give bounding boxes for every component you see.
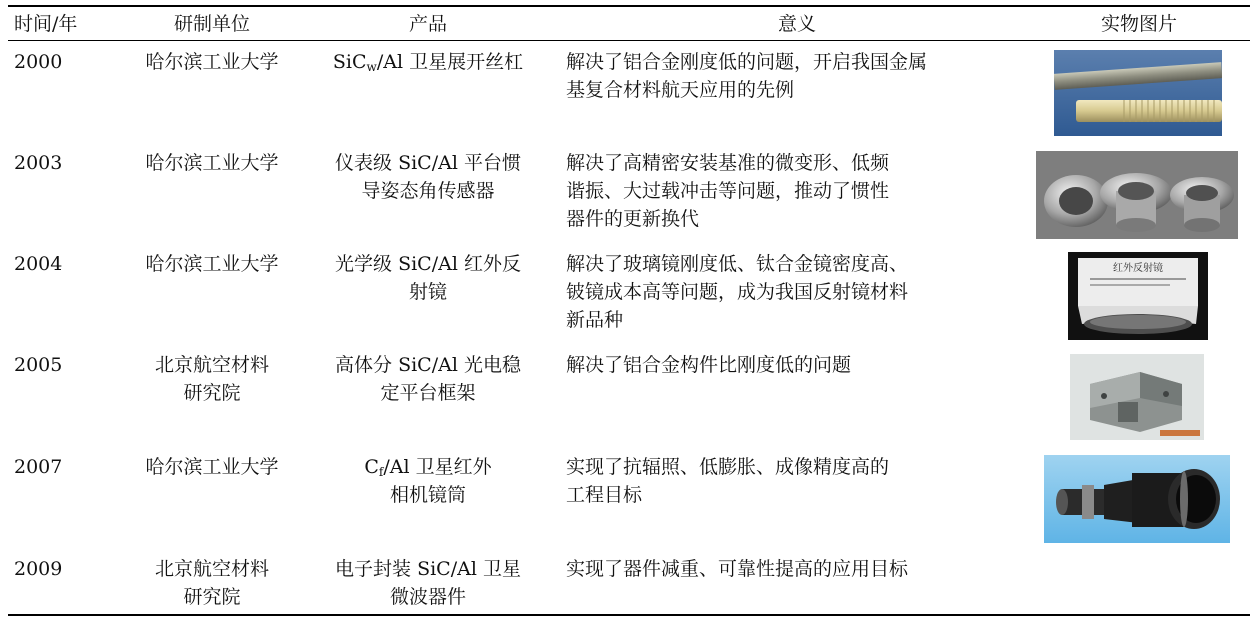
row-product-line: 射镜: [408, 281, 447, 303]
table-top-rule: [8, 5, 1250, 7]
row-unit: [128, 351, 296, 407]
header-photo: 实物图片: [1100, 13, 1177, 35]
camera-barrel-photo: [1044, 455, 1230, 543]
significance-line: 解决了铝合金刚度低的问题，开启我国金属: [566, 51, 928, 73]
platform-frame-photo: [1070, 354, 1204, 440]
significance-line: 铍镜成本高等问题，成为我国反射镜材料: [566, 281, 909, 303]
row-year: 2004: [14, 253, 63, 275]
row-unit-line: 哈尔滨工业大学: [145, 51, 279, 73]
satellite-lead-screw-photo: [1054, 50, 1222, 136]
row-product: [306, 250, 550, 306]
row-unit-line: 哈尔滨工业大学: [145, 253, 279, 275]
row-product: [306, 351, 550, 407]
row-significance: [566, 250, 908, 334]
row-unit: [128, 149, 296, 177]
mirror-caption: 红外反射镜: [1113, 263, 1163, 274]
row-unit-line: 研究院: [183, 382, 241, 404]
table-header-rule: [8, 40, 1250, 41]
row-year: 2009: [14, 558, 63, 580]
row-year: 2003: [14, 152, 63, 174]
row-product-line: 电子封装 SiC/Al 卫星: [335, 558, 521, 580]
row-product: [306, 149, 550, 205]
product-formula-rest: /Al 卫星红外: [383, 456, 492, 478]
row-product-line: 导姿态角传感器: [361, 180, 495, 202]
row-product-line: [306, 48, 550, 76]
row-unit: [128, 48, 296, 76]
product-formula-base: C: [364, 456, 379, 478]
row-unit: [128, 555, 296, 611]
row-product-line: [306, 453, 550, 481]
row-significance: [566, 555, 908, 583]
significance-line: 解决了玻璃镜刚度低、钛合金镜密度高、: [566, 253, 909, 275]
row-unit-line: 北京航空材料: [154, 558, 269, 580]
row-product: [306, 555, 550, 611]
header-product: 产品: [408, 13, 447, 35]
header-unit: 研制单位: [173, 13, 250, 35]
row-product: [306, 453, 550, 509]
row-unit-line: 哈尔滨工业大学: [145, 152, 279, 174]
header-significance: 意义: [777, 13, 816, 35]
sensor-housing-photo: [1036, 151, 1238, 239]
significance-line: 基复合材料航天应用的先例: [566, 79, 795, 101]
row-product-line: 相机镜筒: [389, 484, 466, 506]
row-year: 2000: [14, 51, 63, 73]
row-unit-line: 北京航空材料: [154, 354, 269, 376]
row-significance: [566, 351, 851, 379]
row-year: 2007: [14, 456, 63, 478]
product-formula-rest: /Al 卫星展开丝杠: [376, 51, 524, 73]
significance-line: 解决了高精密安装基准的微变形、低频: [566, 152, 890, 174]
row-unit-line: 哈尔滨工业大学: [145, 456, 279, 478]
row-product-line: 高体分 SiC/Al 光电稳: [335, 354, 521, 376]
significance-line: 新品种: [566, 309, 624, 331]
significance-line: 实现了器件减重、可靠性提高的应用目标: [566, 558, 909, 580]
product-formula-subscript: w: [366, 60, 377, 74]
significance-line: 实现了抗辐照、低膨胀、成像精度高的: [566, 456, 890, 478]
row-product-line: 光学级 SiC/Al 红外反: [335, 253, 521, 275]
row-unit: [128, 250, 296, 278]
row-product-line: 微波器件: [389, 586, 466, 608]
significance-line: 器件的更新换代: [566, 208, 700, 230]
row-year: 2005: [14, 354, 63, 376]
infrared-mirror-photo: [1068, 252, 1208, 340]
row-unit-line: 研究院: [183, 586, 241, 608]
significance-line: 工程目标: [566, 484, 643, 506]
row-unit: [128, 453, 296, 481]
row-product-line: 仪表级 SiC/Al 平台惯: [335, 152, 521, 174]
product-formula-subscript: f: [378, 465, 384, 479]
significance-line: 谐振、大过载冲击等问题，推动了惯性: [566, 180, 890, 202]
row-significance: [566, 48, 927, 104]
row-significance: [566, 149, 889, 233]
product-formula-base: SiC: [332, 51, 367, 73]
row-product: [306, 48, 550, 76]
header-year: 时间/年: [14, 13, 78, 35]
table-bottom-rule: [8, 614, 1250, 616]
significance-line: 解决了铝合金构件比刚度低的问题: [566, 354, 852, 376]
row-significance: [566, 453, 889, 509]
row-product-line: 定平台框架: [380, 382, 476, 404]
